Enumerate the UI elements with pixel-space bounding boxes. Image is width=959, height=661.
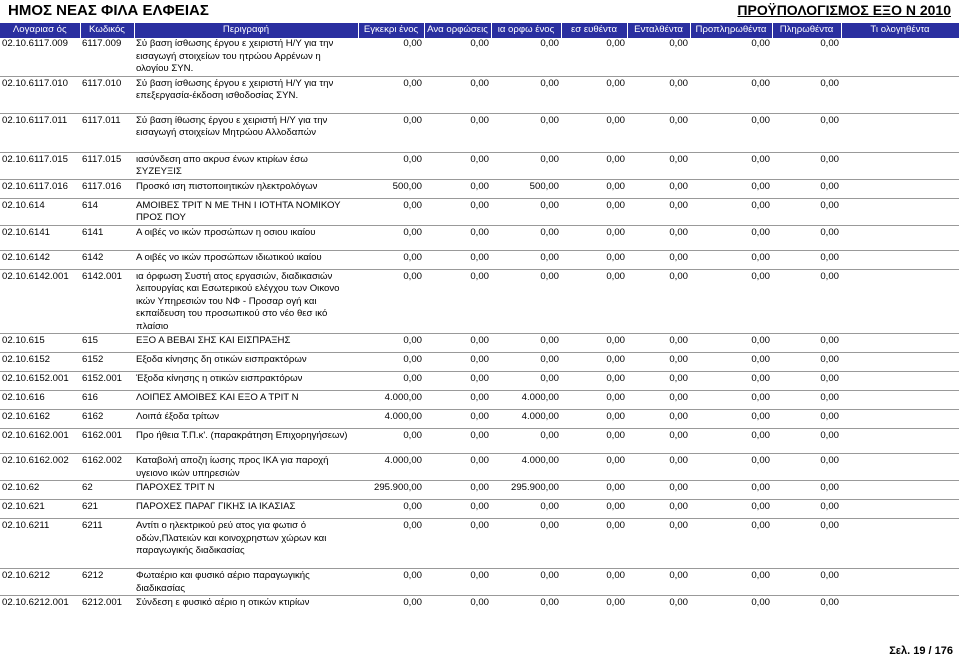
amount-cell: 0,00 [772, 269, 841, 334]
amount-cell: 0,00 [690, 429, 772, 454]
budget-title: ΠΡΟΫΠΟΛΟΓΙΣΜΟΣ ΕΞΟ Ν 2010 [737, 2, 951, 18]
description-cell: Λοιπά έξοδα τρίτων [134, 410, 358, 429]
empty-cell [841, 152, 959, 179]
description-cell: Σύ βαση ίσθωσης έργου ε χειριστή Η/Υ για την εισαγωγή στοιχείων του ητρώου Αρρένων η ολογίου ΣΥΝ. [136, 38, 334, 74]
empty-cell [841, 596, 959, 615]
table-row [0, 76, 959, 113]
amount-cell: 4.000,00 [491, 391, 561, 410]
amount-cell: 0,00 [627, 500, 690, 519]
code-cell: 6117.015 [80, 152, 134, 179]
table-row [0, 429, 959, 454]
empty-cell [841, 500, 959, 519]
amount-cell: 0,00 [561, 334, 627, 353]
account-cell: 02.10.6117.009 [2, 38, 68, 49]
amount-cell: 0,00 [491, 429, 561, 454]
account-cell: 02.10.6152 [0, 353, 80, 372]
account-cell: 02.10.615 [0, 334, 80, 353]
amount-cell: 0,00 [424, 76, 491, 113]
amount-cell: 0,00 [627, 334, 690, 353]
amount-cell: 0,00 [772, 481, 841, 500]
amount-cell: 0,00 [627, 429, 690, 454]
empty-cell [841, 76, 959, 113]
amount-cell: 0,00 [491, 500, 561, 519]
amount-cell: 295.900,00 [491, 481, 561, 500]
amount-cell: 0,00 [561, 410, 627, 429]
amount-cell: 0,00 [690, 250, 772, 269]
amount-cell: 0,00 [690, 454, 772, 481]
amount-cell: 0,00 [772, 152, 841, 179]
amount-cell: 0,00 [491, 334, 561, 353]
column-header: Κωδικός [80, 23, 134, 38]
amount-cell: 0,00 [627, 569, 690, 596]
amount-cell: 0,00 [690, 481, 772, 500]
amount-cell: 0,00 [627, 113, 690, 152]
amount-cell: 0,00 [561, 113, 627, 152]
amount-cell: 0,00 [358, 225, 424, 250]
amount-cell: 0,00 [561, 519, 627, 569]
code-cell: 62 [80, 481, 134, 500]
table-row [0, 454, 959, 481]
description-cell: ΕΞΟ Α ΒΕΒΑΙ ΣΗΣ ΚΑΙ ΕΙΣΠΡΑΞΗΣ [134, 334, 358, 353]
amount-cell: 295.900,00 [358, 481, 424, 500]
amount-cell: 0,00 [772, 372, 841, 391]
description-cell: ΠΑΡΟΧΕΣ ΤΡΙΤ Ν [134, 481, 358, 500]
amount-cell: 0,00 [424, 269, 491, 334]
description-cell: ια όρφωση Συστή ατος εργασιών, διαδικασιών λειτουργίας και Εσωτερικού ελέγχου των Οικονο ικών Υπηρεσιών του ΝΦ - Προσαρ ογή και εκπαίδευση του προσωπικού στο νέο θεσ ικό πλαίσιο [134, 269, 358, 334]
amount-cell: 500,00 [358, 179, 424, 198]
amount-cell: 0,00 [358, 334, 424, 353]
account-cell: 02.10.6152.001 [0, 372, 80, 391]
description-cell: ΠΑΡΟΧΕΣ ΠΑΡΑΓ ΓΙΚΗΣ ΙΑ ΙΚΑΣΙΑΣ [134, 500, 358, 519]
amount-cell: 0,00 [627, 410, 690, 429]
amount-cell: 0,00 [561, 353, 627, 372]
amount-cell: 0,00 [491, 250, 561, 269]
account-cell: 02.10.6212 [0, 569, 80, 596]
amount-cell: 0,00 [772, 334, 841, 353]
amount-cell: 0,00 [561, 198, 627, 225]
amount-cell: 0,00 [690, 596, 772, 615]
account-cell: 02.10.6117.015 [0, 152, 80, 179]
account-cell: 02.10.6211 [0, 519, 80, 569]
description-cell: Προσκό ιση πιστοποιητικών ηλεκτρολόγων [134, 179, 358, 198]
empty-cell [841, 113, 959, 152]
account-cell: 02.10.621 [0, 500, 80, 519]
amount-cell: 0,00 [424, 152, 491, 179]
amount-cell: 0,00 [358, 269, 424, 334]
amount-cell: 0,00 [491, 269, 561, 334]
amount-cell: 0,00 [627, 250, 690, 269]
code-cell: 6152.001 [80, 372, 134, 391]
column-header: ια ορφω ένος [491, 23, 561, 38]
code-cell: 6152 [80, 353, 134, 372]
empty-cell [841, 198, 959, 225]
table-row [0, 250, 959, 269]
code-cell: 621 [80, 500, 134, 519]
amount-cell: 0,00 [627, 481, 690, 500]
amount-cell: 0,00 [491, 198, 561, 225]
column-header: Εγκεκρι ένος [358, 23, 424, 38]
amount-cell: 0,00 [424, 198, 491, 225]
amount-cell: 0,00 [627, 454, 690, 481]
amount-cell: 0,00 [690, 198, 772, 225]
amount-cell: 0,00 [627, 76, 690, 113]
amount-cell: 0,00 [751, 38, 770, 49]
amount-cell: 0,00 [358, 596, 424, 615]
amount-cell: 0,00 [491, 596, 561, 615]
code-cell: 6117.009 [82, 38, 122, 49]
column-header: Ανα ορφώσεις [424, 23, 491, 38]
amount-cell: 0,00 [424, 179, 491, 198]
empty-cell [841, 269, 959, 334]
amount-cell: 0,00 [424, 454, 491, 481]
amount-cell: 0,00 [424, 372, 491, 391]
table-row [0, 519, 959, 569]
amount-cell: 0,00 [690, 225, 772, 250]
amount-cell: 0,00 [627, 391, 690, 410]
amount-cell: 0,00 [491, 372, 561, 391]
amount-cell: 0,00 [772, 250, 841, 269]
amount-cell: 0,00 [772, 353, 841, 372]
amount-cell: 0,00 [358, 250, 424, 269]
budget-table [0, 23, 959, 615]
empty-cell [841, 454, 959, 481]
amount-cell: 0,00 [424, 519, 491, 569]
amount-cell: 0,00 [561, 250, 627, 269]
code-cell: 615 [80, 334, 134, 353]
empty-cell [841, 225, 959, 250]
table-row [0, 38, 959, 76]
amount-cell: 0,00 [358, 76, 424, 113]
amount-cell: 0,00 [772, 225, 841, 250]
table-row [0, 481, 959, 500]
description-cell: ΛΟΙΠΕΣ ΑΜΟΙΒΕΣ ΚΑΙ ΕΞΟ Α ΤΡΙΤ Ν [134, 391, 358, 410]
amount-cell: 0,00 [424, 410, 491, 429]
amount-cell: 0,00 [561, 152, 627, 179]
description-cell: Προ ήθεια Τ.Π.κ'. (παρακράτηση Επιχορηγήσεων) [134, 429, 358, 454]
amount-cell: 0,00 [690, 76, 772, 113]
amount-cell: 0,00 [424, 481, 491, 500]
amount-cell: 0,00 [491, 519, 561, 569]
amount-cell: 0,00 [424, 596, 491, 615]
empty-cell [841, 429, 959, 454]
empty-cell [841, 372, 959, 391]
amount-cell: 0,00 [358, 198, 424, 225]
empty-cell [841, 391, 959, 410]
account-cell: 02.10.6212.001 [0, 596, 80, 615]
amount-cell: 0,00 [561, 500, 627, 519]
amount-cell: 0,00 [491, 353, 561, 372]
description-cell: ιασύνδεση απο ακρυσ ένων κτιρίων έσω ΣΥΖΕΥΞΙΣ [134, 152, 358, 179]
amount-cell: 0,00 [470, 38, 489, 49]
code-cell: 6117.016 [80, 179, 134, 198]
amount-cell: 0,00 [627, 152, 690, 179]
amount-cell: 0,00 [358, 569, 424, 596]
description-cell: Α οιβές νο ικών προσώπων ιδιωτικού ικαίου [134, 250, 358, 269]
amount-cell: 0,00 [772, 179, 841, 198]
code-cell: 6212.001 [80, 596, 134, 615]
empty-cell [841, 250, 959, 269]
description-cell: Έξοδα κίνησης η οτικών εισπρακτόρων [134, 372, 358, 391]
amount-cell: 0,00 [561, 454, 627, 481]
amount-cell: 0,00 [772, 391, 841, 410]
description-cell: Αντίτι ο ηλεκτρικού ρεύ ατος για φωτισ ό οδών,Πλατειών και κοινοχρηστων χώρων και παραγωγικής διαδικασίας [134, 519, 358, 569]
amount-cell: 0,00 [561, 179, 627, 198]
table-row [0, 410, 959, 429]
amount-cell: 0,00 [358, 152, 424, 179]
account-cell: 02.10.616 [0, 391, 80, 410]
empty-cell [841, 38, 959, 76]
amount-cell: 0,00 [690, 569, 772, 596]
description-cell: Καταβολή αποζη ίωσης προς ΙΚΑ για παροχή υγειονο ικών υπηρεσιών [134, 454, 358, 481]
account-cell: 02.10.6117.011 [0, 113, 80, 152]
table-row [0, 198, 959, 225]
column-header: Τι ολογηθέντα [841, 23, 959, 38]
code-cell: 6162.002 [80, 454, 134, 481]
account-cell: 02.10.62 [0, 481, 80, 500]
amount-cell: 0,00 [424, 500, 491, 519]
amount-cell: 0,00 [690, 179, 772, 198]
empty-cell [841, 519, 959, 569]
code-cell: 6162.001 [80, 429, 134, 454]
column-header: Λογαριασ ός [0, 23, 80, 38]
table-row [0, 596, 959, 615]
amount-cell: 0,00 [690, 410, 772, 429]
amount-cell: 0,00 [561, 391, 627, 410]
table-row [0, 334, 959, 353]
amount-cell: 0,00 [690, 391, 772, 410]
empty-cell [841, 334, 959, 353]
amount-cell: 0,00 [540, 38, 559, 49]
amount-cell: 4.000,00 [358, 410, 424, 429]
amount-cell: 0,00 [358, 372, 424, 391]
empty-cell [841, 353, 959, 372]
amount-cell: 0,00 [561, 596, 627, 615]
amount-cell: 0,00 [424, 429, 491, 454]
description-cell: Εξοδα κίνησης δη οτικών εισπρακτόρων [134, 353, 358, 372]
amount-cell: 0,00 [561, 429, 627, 454]
table-row [0, 225, 959, 250]
amount-cell: 0,00 [358, 113, 424, 152]
amount-cell: 0,00 [627, 353, 690, 372]
amount-cell: 0,00 [403, 38, 422, 49]
empty-cell [841, 410, 959, 429]
amount-cell: 0,00 [561, 76, 627, 113]
amount-cell: 0,00 [491, 152, 561, 179]
amount-cell: 4.000,00 [358, 454, 424, 481]
table-row [0, 179, 959, 198]
amount-cell: 0,00 [358, 519, 424, 569]
amount-cell: 0,00 [424, 391, 491, 410]
empty-cell [841, 179, 959, 198]
table-header-row [0, 23, 959, 38]
column-header: Ενταλθέντα [627, 23, 690, 38]
amount-cell: 0,00 [358, 500, 424, 519]
amount-cell: 0,00 [491, 225, 561, 250]
amount-cell: 0,00 [424, 353, 491, 372]
description-cell: Α οιβές νο ικών προσώπων η οσιου ικαίου [134, 225, 358, 250]
amount-cell: 0,00 [690, 269, 772, 334]
column-header: εσ ευθέντα [561, 23, 627, 38]
amount-cell: 0,00 [627, 179, 690, 198]
amount-cell: 0,00 [561, 225, 627, 250]
municipality-title: ΗΜΟΣ ΝΕΑΣ ΦΙΛΑ ΕΛΦΕΙΑΣ [8, 2, 209, 19]
amount-cell: 0,00 [627, 198, 690, 225]
table-row [0, 391, 959, 410]
amount-cell: 0,00 [561, 569, 627, 596]
amount-cell: 0,00 [820, 38, 839, 49]
column-header: Περιγραφή [134, 23, 358, 38]
amount-cell: 0,00 [772, 500, 841, 519]
column-header: Πληρωθέντα [772, 23, 841, 38]
column-header: Προπληρωθέντα [690, 23, 772, 38]
amount-cell: 4.000,00 [491, 454, 561, 481]
code-cell: 6212 [80, 569, 134, 596]
table-row [0, 569, 959, 596]
amount-cell: 0,00 [424, 569, 491, 596]
amount-cell: 4.000,00 [491, 410, 561, 429]
amount-cell: 0,00 [491, 113, 561, 152]
amount-cell: 0,00 [627, 269, 690, 334]
amount-cell: 0,00 [669, 38, 688, 49]
account-cell: 02.10.6162 [0, 410, 80, 429]
code-cell: 6117.011 [80, 113, 134, 152]
table-row [0, 353, 959, 372]
amount-cell: 500,00 [491, 179, 561, 198]
amount-cell: 0,00 [424, 250, 491, 269]
amount-cell: 0,00 [627, 596, 690, 615]
account-cell: 02.10.6142 [0, 250, 80, 269]
account-cell: 02.10.6141 [0, 225, 80, 250]
amount-cell: 0,00 [690, 519, 772, 569]
amount-cell: 0,00 [491, 76, 561, 113]
amount-cell: 0,00 [772, 519, 841, 569]
amount-cell: 0,00 [561, 481, 627, 500]
account-cell: 02.10.6142.001 [0, 269, 80, 334]
empty-cell [841, 569, 959, 596]
description-cell: Σύ βαση ίσθωσης έργου ε χειριστή Η/Υ για την επεξεργασία-έκδοση ισθοδοσίας ΣΥΝ. [134, 76, 358, 113]
account-cell: 02.10.6117.010 [0, 76, 80, 113]
amount-cell: 0,00 [424, 225, 491, 250]
amount-cell: 0,00 [772, 410, 841, 429]
amount-cell: 0,00 [358, 429, 424, 454]
amount-cell: 4.000,00 [358, 391, 424, 410]
amount-cell: 0,00 [690, 334, 772, 353]
amount-cell: 0,00 [772, 569, 841, 596]
amount-cell: 0,00 [772, 113, 841, 152]
amount-cell: 0,00 [772, 198, 841, 225]
amount-cell: 0,00 [358, 353, 424, 372]
account-cell: 02.10.6162.001 [0, 429, 80, 454]
amount-cell: 0,00 [627, 372, 690, 391]
amount-cell: 0,00 [561, 372, 627, 391]
code-cell: 616 [80, 391, 134, 410]
amount-cell: 0,00 [424, 334, 491, 353]
amount-cell: 0,00 [772, 429, 841, 454]
amount-cell: 0,00 [424, 113, 491, 152]
amount-cell: 0,00 [627, 225, 690, 250]
table-row [0, 500, 959, 519]
amount-cell: 0,00 [772, 76, 841, 113]
table-row [0, 269, 959, 334]
table-row [0, 113, 959, 152]
table-row [0, 372, 959, 391]
page-number: Σελ. 19 / 176 [889, 645, 953, 657]
amount-cell: 0,00 [772, 596, 841, 615]
amount-cell: 0,00 [690, 353, 772, 372]
account-cell: 02.10.6117.016 [0, 179, 80, 198]
code-cell: 6162 [80, 410, 134, 429]
amount-cell: 0,00 [627, 519, 690, 569]
amount-cell: 0,00 [491, 569, 561, 596]
empty-cell [841, 481, 959, 500]
table-row [0, 152, 959, 179]
amount-cell: 0,00 [690, 500, 772, 519]
code-cell: 614 [80, 198, 134, 225]
account-cell: 02.10.6162.002 [0, 454, 80, 481]
code-cell: 6142.001 [80, 269, 134, 334]
description-cell: Σύνδεση ε φυσικό αέριο η οτικών κτιρίων [134, 596, 358, 615]
code-cell: 6141 [80, 225, 134, 250]
code-cell: 6117.010 [80, 76, 134, 113]
amount-cell: 0,00 [561, 269, 627, 334]
code-cell: 6142 [80, 250, 134, 269]
amount-cell: 0,00 [690, 372, 772, 391]
amount-cell: 0,00 [606, 38, 625, 49]
amount-cell: 0,00 [690, 113, 772, 152]
account-cell: 02.10.614 [0, 198, 80, 225]
description-cell: Φωταέριο και φυσικό αέριο παραγωγικής διαδικασίας [134, 569, 358, 596]
amount-cell: 0,00 [772, 454, 841, 481]
description-cell: ΑΜΟΙΒΕΣ ΤΡΙΤ Ν ΜΕ ΤΗΝ Ι ΙΟΤΗΤΑ ΝΟΜΙΚΟΥ ΠΡΟΣ ΠΟΥ [134, 198, 358, 225]
amount-cell: 0,00 [690, 152, 772, 179]
code-cell: 6211 [80, 519, 134, 569]
description-cell: Σύ βαση ίθωσης έργου ε χειριστή Η/Υ για την εισαγωγή στοιχείων Μητρώου Αλλοδαπών [134, 113, 358, 152]
